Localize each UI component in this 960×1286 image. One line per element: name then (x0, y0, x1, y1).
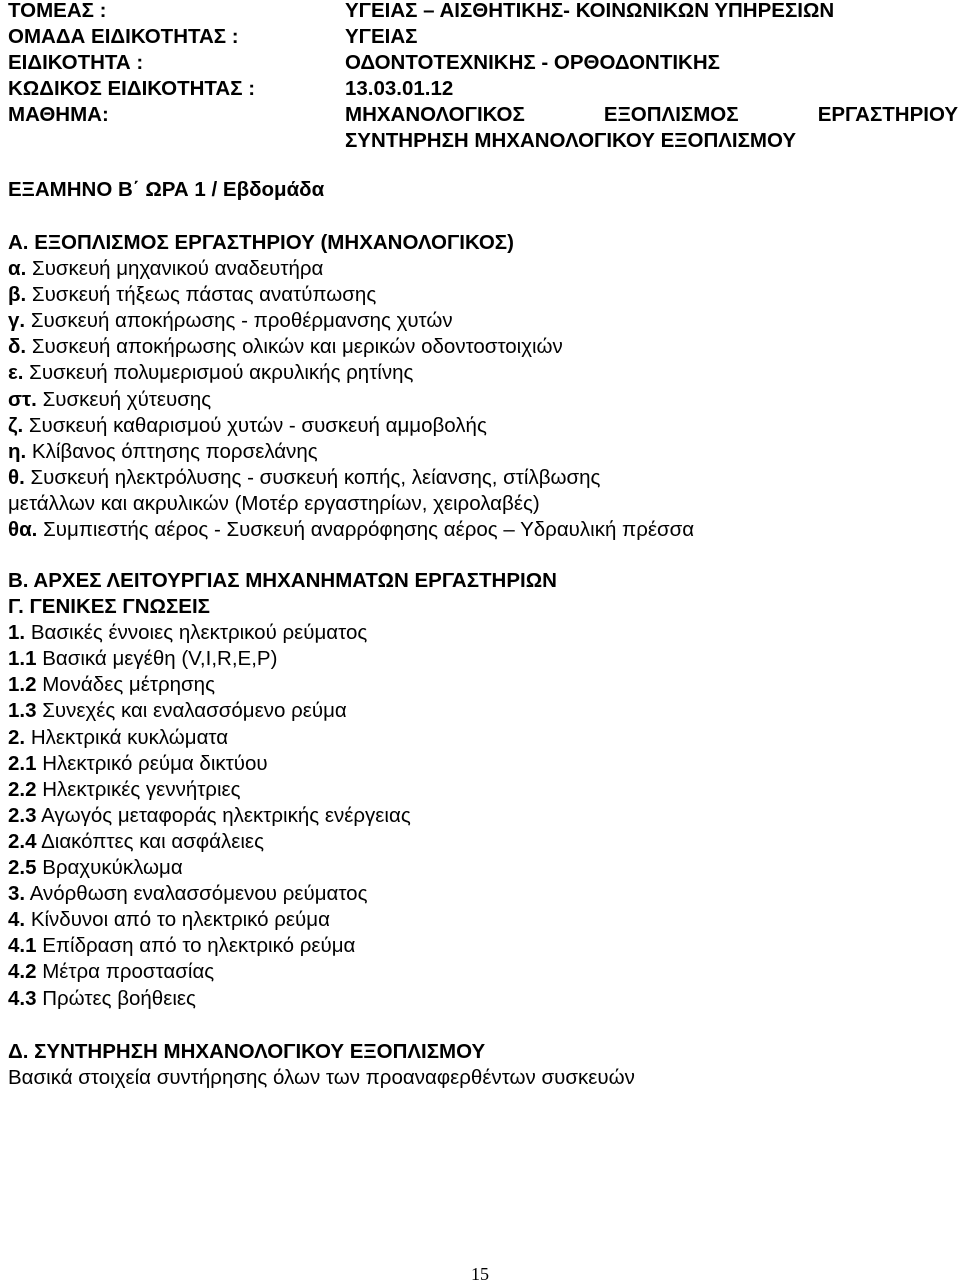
list-item: 1. Βασικές έννοιες ηλεκτρικού ρεύματος (8, 621, 368, 645)
course-title-line2: ΣΥΝΤΗΡΗΣΗ ΜΗΧΑΝΟΛΟΓΙΚΟΥ ΕΞΟΠΛΙΣΜΟΥ (345, 129, 797, 152)
list-item: 3. Ανόρθωση εναλασσόμενου ρεύματος (8, 882, 368, 906)
header-key: ΜΑΘΗΜΑ: (8, 103, 109, 126)
list-item-continuation: μετάλλων και ακρυλικών (Μοτέρ εργαστηρίων, χειρολαβές) (8, 491, 540, 515)
header-info (8, 0, 958, 154)
header-key: ΕΙΔΙΚΟΤΗΤΑ : (8, 51, 144, 74)
header-value: ΟΔΟΝΤΟΤΕΧΝΙΚΗΣ - ΟΡΘΟΔΟΝΤΙΚΗΣ (345, 51, 720, 74)
header-key: ΟΜΑΔΑ ΕΙΔΙΚΟΤΗΤΑΣ : (8, 25, 239, 48)
list-item: 2.1 Ηλεκτρικό ρεύμα δικτύου (8, 751, 268, 775)
section-d (8, 1039, 958, 1091)
list-item: 2.2 Ηλεκτρικές γεννήτριες (8, 777, 241, 801)
course-title-line1 (345, 102, 958, 128)
list-item: 4. Κίνδυνοι από το ηλεκτρικό ρεύμα (8, 908, 330, 932)
page-number: 15 (471, 1264, 489, 1284)
list-item: 1.1 Βασικά μεγέθη (V,I,R,E,P) (8, 647, 278, 671)
list-item: 2.3 Αγωγός μεταφοράς ηλεκτρικής ενέργειας (8, 803, 411, 827)
header-value: 13.03.01.12 (345, 77, 454, 100)
section-a-title: Α. ΕΞΟΠΛΙΣΜΟΣ ΕΡΓΑΣΤΗΡΙΟΥ (ΜΗΧΑΝΟΛΟΓΙΚΟΣ) (8, 231, 514, 254)
list-item: ζ. Συσκευή καθαρισμού χυτών - συσκευή αμμοβολής (8, 413, 487, 437)
section-d-text: Βασικά στοιχεία συντήρησης όλων των προαναφερθέντων συσκευών (8, 1066, 635, 1090)
header-key: ΤΟΜΕΑΣ : (8, 0, 107, 22)
header-row-sector (8, 0, 958, 24)
list-item: στ. Συσκευή χύτευσης (8, 387, 212, 411)
header-row-code (8, 76, 958, 102)
list-item: 4.1 Επίδραση από το ηλεκτρικό ρεύμα (8, 934, 356, 958)
section-a (8, 230, 958, 543)
header-value: ΥΓΕΙΑΣ – ΑΙΣΘΗΤΙΚΗΣ- ΚΟΙΝΩΝΙΚΩΝ ΥΠΗΡΕΣΙΩΝ (345, 0, 835, 22)
list-item: 2.4 Διακόπτες και ασφάλειες (8, 829, 264, 853)
header-row-specialty (8, 50, 958, 76)
list-item: η. Κλίβανος όπτησης πορσελάνης (8, 439, 318, 463)
list-item: 4.2 Μέτρα προστασίας (8, 960, 215, 984)
semester-line: ΕΞΑΜΗΝΟ Β΄ ΩΡΑ 1 / Εβδομάδα (8, 178, 325, 201)
list-item: β. Συσκευή τήξεως πάστας ανατύπωσης (8, 283, 377, 307)
list-item: ε. Συσκευή πολυμερισμού ακρυλικής ρητίνης (8, 361, 414, 385)
header-row-group (8, 24, 958, 50)
list-item: δ. Συσκευή αποκήρωσης ολικών και μερικών οδοντοστοιχιών (8, 335, 563, 359)
section-b (8, 568, 958, 1012)
list-item: α. Συσκευή μηχανικού αναδευτήρα (8, 257, 324, 281)
list-item: 1.2 Μονάδες μέτρησης (8, 673, 215, 697)
section-b-title: Β. ΑΡΧΕΣ ΛΕΙΤΟΥΡΓΙΑΣ ΜΗΧΑΝΗΜΑΤΩΝ ΕΡΓΑΣΤΗΡΙΩΝ (8, 569, 557, 592)
course-word: ΜΗΧΑΝΟΛΟΓΙΚΟΣ (345, 103, 525, 126)
list-item: θ. Συσκευή ηλεκτρόλυσης - συσκευή κοπής, λείανσης, στίλβωσης (8, 465, 601, 489)
list-item: 2. Ηλεκτρικά κυκλώματα (8, 725, 229, 749)
list-item: 2.5 Βραχυκύκλωμα (8, 856, 183, 880)
list-item: 1.3 Συνεχές και εναλασσόμενο ρεύμα (8, 699, 347, 723)
header-row-course (8, 102, 958, 128)
header-row-course-cont (8, 128, 958, 154)
course-word: ΕΡΓΑΣΤΗΡΙΟΥ (817, 103, 958, 126)
section-c-title: Γ. ΓΕΝΙΚΕΣ ΓΝΩΣΕΙΣ (8, 595, 210, 619)
list-item: 4.3 Πρώτες βοήθειες (8, 986, 196, 1010)
header-value: ΥΓΕΙΑΣ (345, 25, 418, 48)
list-item: γ. Συσκευή αποκήρωσης - προθέρμανσης χυτών (8, 309, 453, 333)
header-key: ΚΩΔΙΚΟΣ ΕΙΔΙΚΟΤΗΤΑΣ : (8, 77, 256, 100)
course-word: ΕΞΟΠΛΙΣΜΟΣ (603, 103, 739, 126)
list-item: θα. Συμπιεστής αέρος - Συσκευή αναρρόφησης αέρος – Υδραυλική πρέσσα (8, 518, 695, 542)
section-d-title: Δ. ΣΥΝΤΗΡΗΣΗ ΜΗΧΑΝΟΛΟΓΙΚΟΥ ΕΞΟΠΛΙΣΜΟΥ (8, 1040, 486, 1063)
